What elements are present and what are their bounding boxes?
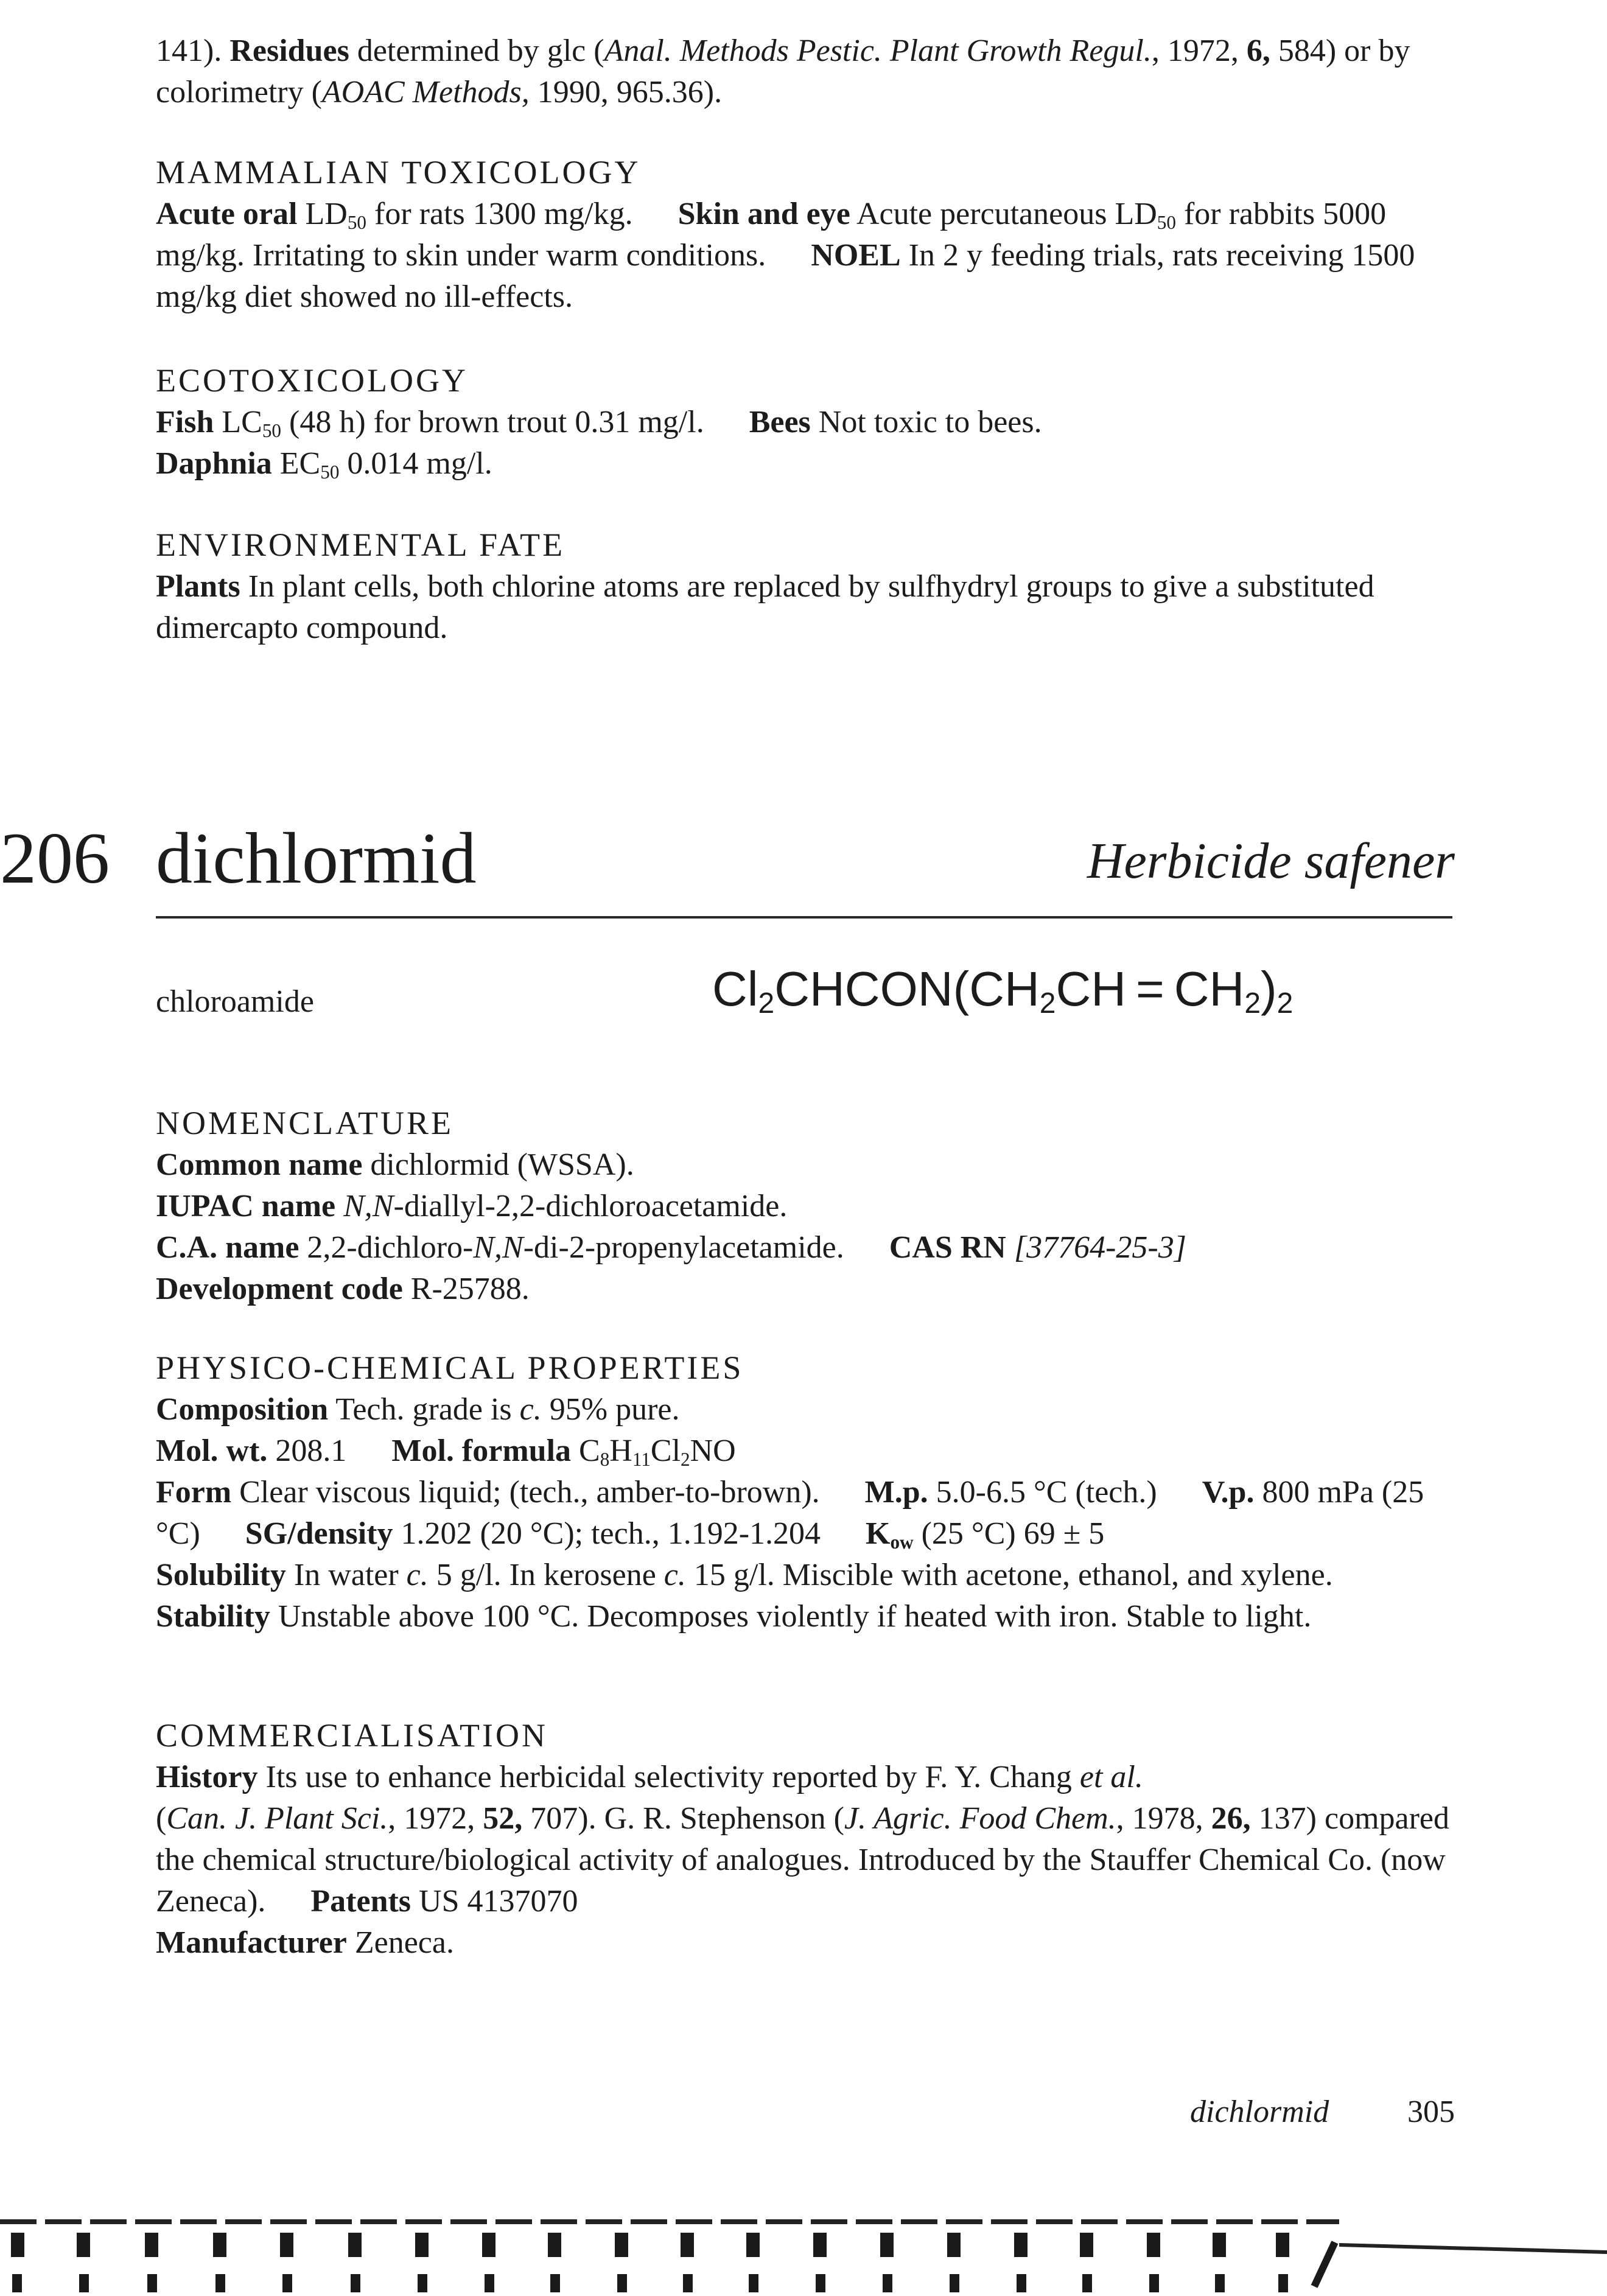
vp-value: 800 mPa (25 °C): [156, 1475, 1424, 1551]
alternative-name: chloroamide: [156, 984, 314, 1019]
daphnia-line: [156, 443, 1452, 485]
sg-density-value: 1.202 (20 °C); tech., 1.192-1.204: [401, 1516, 821, 1551]
mf-h: H: [609, 1433, 632, 1468]
mf-cl-count: 2: [681, 1448, 690, 1470]
residues-label: Residues: [229, 33, 349, 68]
running-footer-title: dichlormid: [1190, 2095, 1329, 2129]
daphnia-ec: EC: [279, 446, 321, 481]
entry-use-class: Herbicide safener: [1087, 833, 1455, 889]
common-name-line: [156, 1144, 1452, 1186]
patents-value: US 4137070: [419, 1884, 578, 1919]
history-text-6: 137) compared the chemical structure/biological activity of analogues. Introduced by the Stauffer Chemical Co. (now Zeneca).: [156, 1801, 1449, 1919]
formula-sub-2: 2: [1039, 987, 1056, 1020]
sg-density-label: SG/density: [245, 1516, 393, 1551]
mf-h-count: 11: [632, 1448, 651, 1470]
history-ref-1: Can. J. Plant Sci.: [166, 1801, 388, 1836]
history-text-4: 707). G. R. Stephenson (: [530, 1801, 844, 1836]
manufacturer-label: Manufacturer: [156, 1925, 347, 1960]
daphnia-value: 0.014 mg/l.: [347, 446, 492, 481]
residues-text-2: , 1972,: [1151, 33, 1239, 68]
solubility-label: Solubility: [156, 1558, 286, 1592]
residues-text-1: determined by glc (: [357, 33, 604, 68]
history-text-1: Its use to enhance herbicidal selectivity reported by F. Y. Chang: [265, 1760, 1072, 1794]
skin-eye-label: Skin and eye: [677, 197, 850, 231]
noel-label: NOEL: [811, 238, 901, 273]
kow-value: (25 °C) 69 ± 5: [921, 1516, 1105, 1551]
skin-eye-ld-subscript: 50: [1157, 211, 1176, 233]
fish-label: Fish: [156, 405, 214, 439]
composition-line: [156, 1389, 1452, 1430]
physico-chemical-heading: PHYSICO-CHEMICAL PROPERTIES: [156, 1349, 744, 1386]
kow-k: K: [866, 1516, 891, 1551]
solubility-text-a: In water: [293, 1558, 399, 1592]
history-text-3: , 1972,: [388, 1801, 475, 1836]
formula-part-2: CHCON(CH: [774, 962, 1040, 1016]
mp-label: M.p.: [864, 1475, 928, 1510]
cas-rn-label: CAS RN: [889, 1230, 1006, 1265]
iupac-name-line: [156, 1186, 1452, 1227]
plants-value: In plant cells, both chlorine atoms are replaced by sulfhydryl groups to give a substituted dimercapto compound.: [156, 569, 1374, 645]
mol-wt-value: 208.1: [275, 1433, 347, 1468]
residues-text-4: 1990, 965.36).: [537, 75, 723, 110]
stability-value: Unstable above 100 °C. Decomposes violently if heated with iron. Stable to light.: [278, 1599, 1312, 1634]
solubility-circa-2: c.: [663, 1558, 686, 1592]
mp-value: 5.0-6.5 °C (tech.): [936, 1475, 1157, 1510]
daphnia-label: Daphnia: [156, 446, 272, 481]
acute-oral-value: for rats 1300 mg/kg.: [374, 197, 633, 231]
header-rule: [156, 916, 1452, 919]
history-volume-2: 26,: [1211, 1801, 1251, 1836]
fish-lc-subscript: 50: [262, 419, 282, 441]
history-volume-1: 52,: [483, 1801, 523, 1836]
entry-title: dichlormid: [156, 817, 477, 898]
residues-text-3: 584) or by colorimetry (: [156, 33, 1410, 110]
physico-chemical-section: [156, 1346, 1452, 1637]
ca-name-line: [156, 1227, 1452, 1269]
residues-prefix: 141).: [156, 33, 222, 68]
binding-edge: [0, 2216, 1607, 2296]
mf-c: C: [579, 1433, 600, 1468]
structural-formula: [712, 959, 1293, 1020]
fish-bees-line: [156, 402, 1452, 443]
fish-lc: LC: [222, 405, 262, 439]
formula-part-3: CH = CH: [1056, 962, 1245, 1016]
development-code-line: [156, 1269, 1452, 1310]
history-text-2: (: [156, 1801, 167, 1836]
residues-ref-2: AOAC Methods,: [321, 75, 530, 110]
nomenclature-heading: NOMENCLATURE: [156, 1105, 453, 1141]
mammalian-toxicology-section: [156, 151, 1452, 318]
kow-subscript: ow: [890, 1531, 914, 1553]
formula-sub-4: 2: [1276, 987, 1294, 1020]
residues-volume-1: 6,: [1246, 33, 1270, 68]
molecular-line: [156, 1430, 1452, 1472]
history-paragraph: [156, 1757, 1452, 1964]
vp-label: V.p.: [1202, 1475, 1255, 1510]
solubility-circa-1: c.: [406, 1558, 429, 1592]
mol-formula-value: [579, 1433, 736, 1468]
acute-oral-ld-subscript: 50: [347, 211, 366, 233]
noel-value: In 2 y feeding trials, rats receiving 1500 mg/kg diet showed no ill-effects.: [156, 238, 1415, 314]
development-code-value: R-25788.: [410, 1272, 530, 1306]
residues-ref-1: Anal. Methods Pestic. Plant Growth Regul.: [604, 33, 1152, 68]
ecotoxicology-section: [156, 359, 1452, 485]
form-properties-paragraph: [156, 1472, 1452, 1637]
mf-cl: Cl: [650, 1433, 681, 1468]
composition-label: Composition: [156, 1392, 329, 1427]
history-text-5: , 1978,: [1116, 1801, 1203, 1836]
mammalian-toxicology-body: [156, 194, 1452, 318]
history-ref-2: J. Agric. Food Chem.: [844, 1801, 1116, 1836]
mf-c-count: 8: [600, 1448, 610, 1470]
residues-paragraph: [156, 30, 1452, 113]
iupac-name-label: IUPAC name: [156, 1189, 336, 1223]
formula-part-1: Cl: [712, 962, 758, 1016]
history-label: History: [156, 1760, 258, 1794]
composition-circa: c.: [519, 1392, 542, 1427]
mol-wt-label: Mol. wt.: [156, 1433, 268, 1468]
cas-rn-value: [37764-25-3]: [1014, 1230, 1186, 1265]
ca-name-italic: N,N: [473, 1230, 523, 1265]
skin-eye-value: for rabbits 5000 mg/kg. Irritating to skin under warm conditions.: [156, 197, 1387, 273]
commercialisation-section: [156, 1714, 1452, 1964]
iupac-name-value: -diallyl-2,2-dichloroacetamide.: [393, 1189, 788, 1223]
form-value: Clear viscous liquid; (tech., amber-to-brown).: [239, 1475, 820, 1510]
fish-value: (48 h) for brown trout 0.31 mg/l.: [289, 405, 704, 439]
bees-value: Not toxic to bees.: [818, 405, 1042, 439]
mol-formula-label: Mol. formula: [391, 1433, 572, 1468]
development-code-label: Development code: [156, 1272, 403, 1306]
solubility-text-b: 5 g/l. In kerosene: [436, 1558, 656, 1592]
mammalian-toxicology-heading: MAMMALIAN TOXICOLOGY: [156, 154, 641, 191]
environmental-fate-section: [156, 523, 1452, 649]
plants-label: Plants: [156, 569, 240, 604]
nomenclature-section: [156, 1102, 1452, 1310]
kow-label: [866, 1516, 914, 1551]
manufacturer-value: Zeneca.: [354, 1925, 454, 1960]
patents-label: Patents: [310, 1884, 411, 1919]
form-label: Form: [156, 1475, 232, 1510]
common-name-label: Common name: [156, 1147, 363, 1182]
ca-name-value-b: -di-2-propenylacetamide.: [523, 1230, 844, 1265]
formula-sub-3: 2: [1244, 987, 1261, 1020]
common-name-value: dichlormid (WSSA).: [370, 1147, 634, 1182]
formula-sub-1: 2: [758, 987, 775, 1020]
page-number: 305: [1407, 2095, 1455, 2129]
history-et-al: et al.: [1079, 1760, 1143, 1794]
acute-oral-ld: LD: [305, 197, 348, 231]
mf-no: NO: [690, 1433, 736, 1468]
ca-name-value-a: 2,2-dichloro-: [307, 1230, 474, 1265]
environmental-fate-body: [156, 566, 1452, 649]
daphnia-ec-subscript: 50: [320, 461, 340, 483]
ecotoxicology-heading: ECOTOXICOLOGY: [156, 362, 468, 399]
composition-value: 95% pure.: [549, 1392, 680, 1427]
iupac-name-italic: N,N: [343, 1189, 394, 1223]
entry-number: 206: [0, 817, 110, 898]
commercialisation-heading: COMMERCIALISATION: [156, 1717, 548, 1754]
stability-label: Stability: [156, 1599, 270, 1634]
skin-eye-ld: Acute percutaneous LD: [856, 197, 1157, 231]
bees-label: Bees: [749, 405, 811, 439]
environmental-fate-heading: ENVIRONMENTAL FATE: [156, 527, 565, 563]
composition-text: Tech. grade is: [335, 1392, 512, 1427]
solubility-text-d: 15 g/l. Miscible with acetone, ethanol, and xylene.: [693, 1558, 1333, 1592]
ca-name-label: C.A. name: [156, 1230, 299, 1265]
acute-oral-label: Acute oral: [156, 197, 298, 231]
formula-part-4: ): [1261, 962, 1277, 1016]
